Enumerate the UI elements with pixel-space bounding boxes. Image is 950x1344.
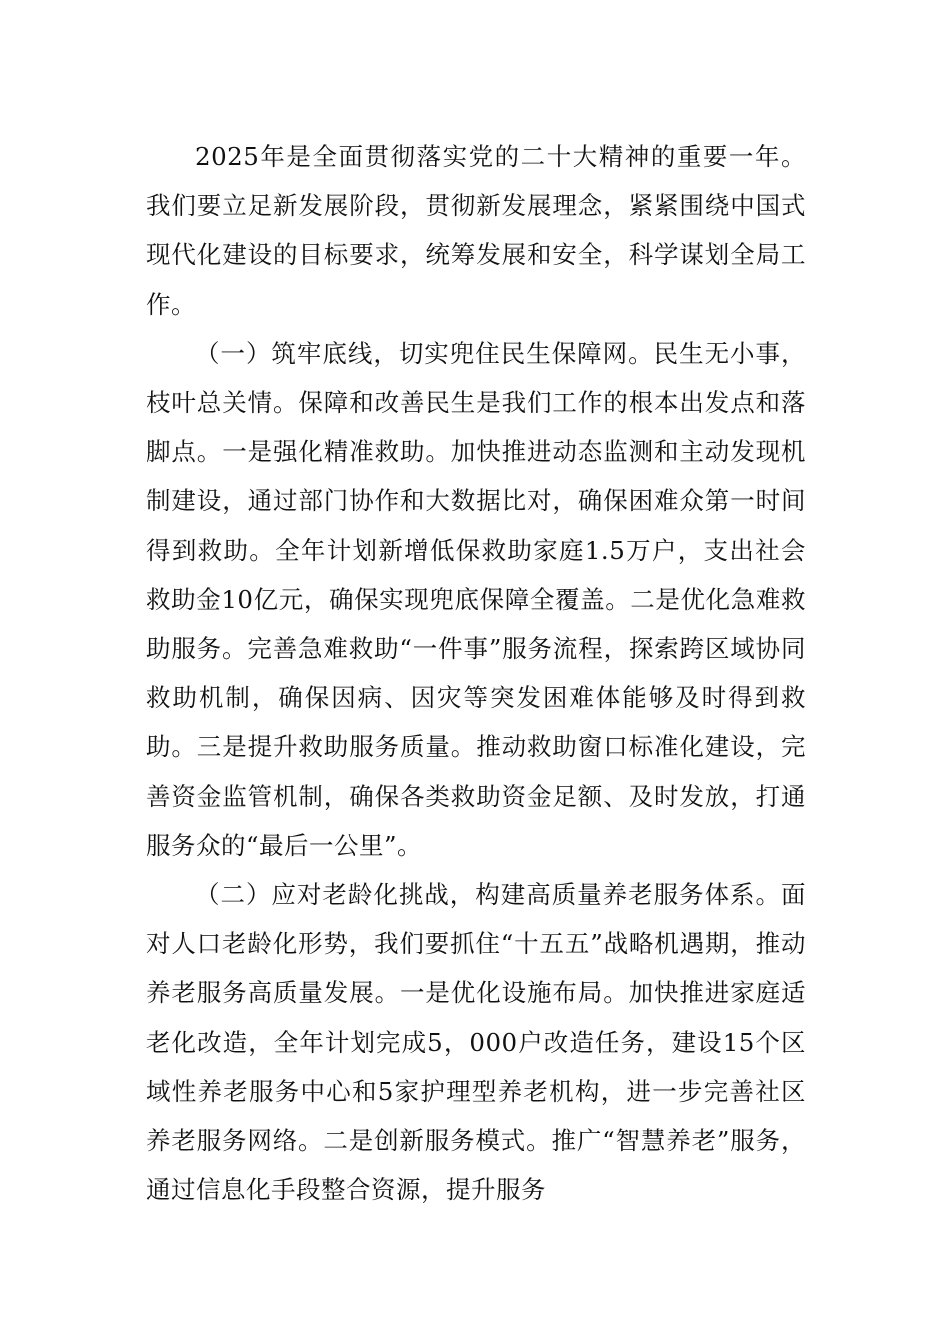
paragraph-section-2: （二）应对老龄化挑战，构建高质量养老服务体系。面对人口老龄化形势，我们要抓住“十五五”战略机遇期，推动养老服务高质量发展。一是优化设施布局。加快推进家庭适老化改造，全年计划完成5，000户改造任务，建设15个区域性养老服务中心和5家护理型养老机构，进一步完善社区养老服务网络。二是创新服务模式。推广“智慧养老”服务，通过信息化手段整合资源，提升服务 <box>146 880 806 1205</box>
paragraph-intro: 2025年是全面贯彻落实党的二十大精神的重要一年。我们要立足新发展阶段，贯彻新发展理念，紧紧围绕中国式现代化建设的目标要求，统筹发展和安全，科学谋划全局工作。 <box>146 142 806 319</box>
paragraph-section-1: （一）筑牢底线，切实兜住民生保障网。民生无小事，枝叶总关情。保障和改善民生是我们工作的根本出发点和落脚点。一是强化精准救助。加快推进动态监测和主动发现机制建设，通过部门协作和大数据比对，确保困难众第一时间得到救助。全年计划新增低保救助家庭1.5万户，支出社会救助金10亿元，确保实现兜底保障全覆盖。二是优化急难救助服务。完善急难救助“一件事”服务流程，探索跨区域协同救助机制，确保因病、因灾等突发困难体能够及时得到救助。三是提升救助服务质量。推动救助窗口标准化建设，完善资金监管机制，确保各类救助资金足额、及时发放，打通服务众的“最后一公里”。 <box>146 338 806 860</box>
body-text <box>146 132 806 1214</box>
